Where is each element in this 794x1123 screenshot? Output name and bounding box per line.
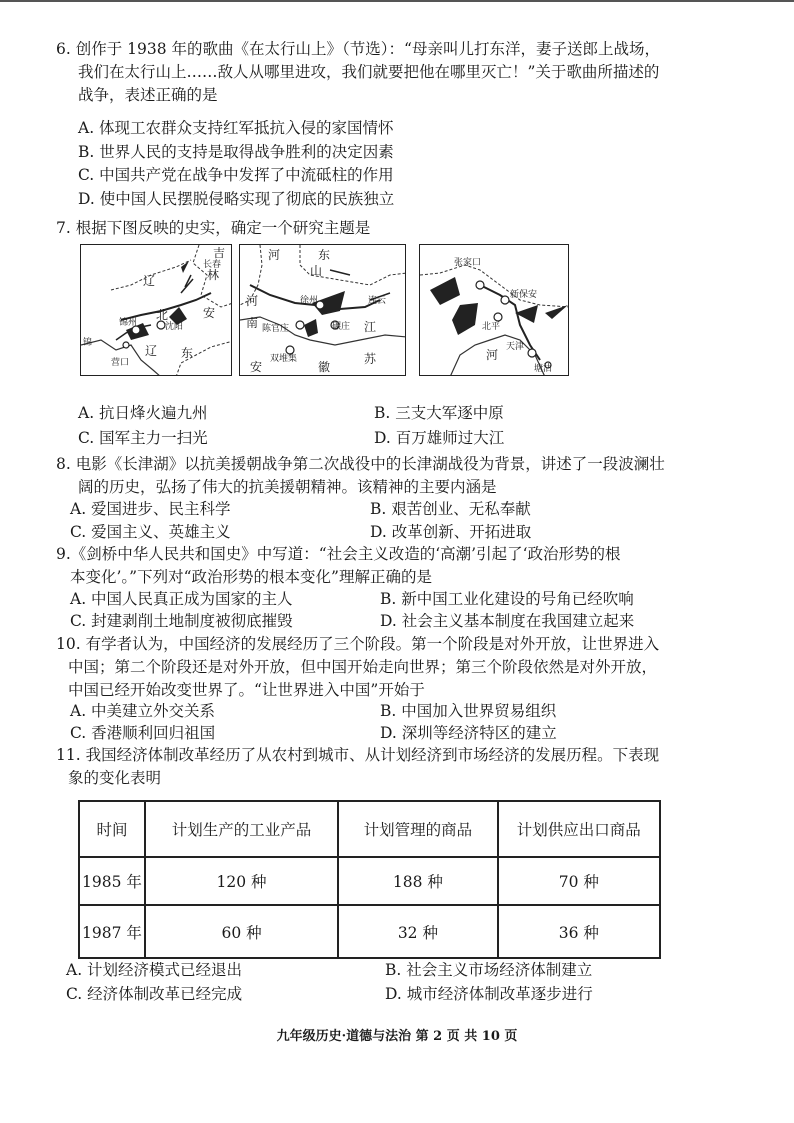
table-cell: 120 种 xyxy=(145,857,338,905)
map-label: 营口 xyxy=(111,358,130,368)
q8-option-b: B. 艰苦创业、无私奉献 xyxy=(370,500,531,518)
map-label: 安 xyxy=(203,306,216,320)
map-label: 南 xyxy=(246,316,259,330)
question-8-stem xyxy=(56,453,665,499)
q6-option-a: A. 体现工农群众支持红军抵抗入侵的家国情怀 xyxy=(78,119,394,137)
question-text-line: 10. 有学者认为，中国经济的发展经历了三个阶段。第一个阶段是对外开放，让世界进入 xyxy=(56,635,660,653)
table-cell: 1985 年 xyxy=(79,857,145,905)
map-label: 河 xyxy=(246,294,259,308)
map-label: 徐州 xyxy=(300,296,319,306)
map-label: 双堆集 xyxy=(270,354,298,364)
table-cell: 32 种 xyxy=(338,905,497,958)
q10-option-a: A. 中美建立外交关系 xyxy=(70,702,216,720)
map-label: 山 xyxy=(310,264,323,278)
q8-option-c: C. 爱国主义、英雄主义 xyxy=(70,523,231,541)
map-label: 吉 xyxy=(213,246,226,260)
q7-option-a: A. 抗日烽火遍九州 xyxy=(78,404,208,422)
map-label: 林 xyxy=(207,268,220,282)
map-label: 北 xyxy=(156,308,169,322)
table-cell: 1987 年 xyxy=(79,905,145,958)
q10-option-c: C. 香港顺利回归祖国 xyxy=(70,724,216,742)
map-label: 苏 xyxy=(364,352,377,366)
table-cell: 70 种 xyxy=(498,857,660,905)
map-label: 塘沽 xyxy=(534,364,553,374)
map-label: 安 xyxy=(250,360,263,374)
question-text-line: 战争，表述正确的是 xyxy=(78,86,218,104)
table-header-cell: 时间 xyxy=(79,801,145,857)
map-label: 天津 xyxy=(506,342,525,352)
question-text-line: 我们在太行山上……敌人从哪里进攻，我们就要把他在哪里灭亡！”关于歌曲所描述的 xyxy=(78,63,660,81)
question-text-line: 9.《剑桥中华人民共和国史》中写道：“社会主义改造的‘高潮’引起了‘政治形势的根 xyxy=(56,545,621,563)
map-label: 锦州 xyxy=(119,318,138,328)
q6-option-d: D. 使中国人民摆脱侵略实现了彻底的民族独立 xyxy=(78,190,395,208)
question-11-stem xyxy=(56,744,659,790)
map-label: 河 xyxy=(486,348,499,362)
question-9-stem xyxy=(56,543,621,589)
map-label: 东 xyxy=(181,346,194,360)
q6-option-b: B. 世界人民的支持是取得战争胜利的决定因素 xyxy=(78,143,394,161)
map-label: 张家口 xyxy=(454,258,482,268)
q7-option-c: C. 国军主力一扫光 xyxy=(78,429,208,447)
map-label: 辽 xyxy=(143,274,156,288)
table-header-cell: 计划供应出口商品 xyxy=(498,801,660,857)
question-text-line: 6. 创作于 1938 年的歌曲《在太行山上》（节选）：“母亲叫儿打东洋，妻子送郎上战场， xyxy=(56,40,660,58)
map-label: 沈阳 xyxy=(165,322,184,332)
question-text-line: 中国已经开始改变世界了。“让世界进入中国”开始于 xyxy=(68,681,425,699)
q9-option-c: C. 封建剥削土地制度被彻底摧毁 xyxy=(70,612,293,630)
q11-data-table xyxy=(78,800,661,959)
map-huaihai-drawing xyxy=(240,245,406,376)
map-huaihai xyxy=(239,244,406,376)
map-label: 辽 xyxy=(145,344,158,358)
question-text-line: 阔的历史，弘扬了伟大的抗美援朝精神。该精神的主要内涵是 xyxy=(78,478,497,496)
q10-option-d: D. 深圳等经济特区的建立 xyxy=(380,724,557,742)
question-text-line: 11. 我国经济体制改革经历了从农村到城市、从计划经济到市场经济的发展历程。下表现 xyxy=(56,746,660,764)
question-7-stem xyxy=(56,217,370,240)
table-row xyxy=(79,905,660,958)
q9-option-d: D. 社会主义基本制度在我国建立起来 xyxy=(380,612,635,630)
table-cell: 36 种 xyxy=(498,905,660,958)
q8-option-a: A. 爱国进步、民主科学 xyxy=(70,500,231,518)
map-label: 江 xyxy=(364,320,377,334)
table-header-row xyxy=(79,801,660,857)
map-pingjin xyxy=(419,244,569,376)
q9-option-b: B. 新中国工业化建设的号角已经吹响 xyxy=(380,590,634,608)
question-text-line: 中国；第二个阶段还是对外开放，但中国开始走向世界；第三个阶段依然是对外开放， xyxy=(68,658,658,676)
map-label: 长春 xyxy=(203,260,222,270)
map-label: 北平 xyxy=(482,322,501,332)
q9-option-a: A. 中国人民真正成为国家的主人 xyxy=(70,590,293,608)
map-label: 徽 xyxy=(318,360,331,374)
map-label: 河 xyxy=(268,248,281,262)
question-text-line: 本变化’。”下列对“政治形势的根本变化”理解正确的是 xyxy=(70,568,432,586)
question-10-stem xyxy=(56,633,659,702)
map-label: 陈官庄 xyxy=(262,324,290,334)
map-label: 新保安 xyxy=(510,290,538,300)
map-label: 东 xyxy=(318,248,331,262)
table-cell: 60 种 xyxy=(145,905,338,958)
map-label: 连云 xyxy=(368,296,387,306)
map-liaoshen xyxy=(80,244,232,376)
table-cell: 188 种 xyxy=(338,857,497,905)
map-label: 碾庄 xyxy=(332,322,351,332)
q11-option-c: C. 经济体制改革已经完成 xyxy=(66,985,243,1003)
q10-option-b: B. 中国加入世界贸易组织 xyxy=(380,702,557,720)
q7-option-d: D. 百万雄师过大江 xyxy=(374,429,505,447)
q7-option-b: B. 三支大军逐中原 xyxy=(374,404,504,422)
q8-option-d: D. 改革创新、开拓进取 xyxy=(370,523,532,541)
table-row xyxy=(79,857,660,905)
q6-option-c: C. 中国共产党在战争中发挥了中流砥柱的作用 xyxy=(78,166,394,184)
q11-option-a: A. 计划经济模式已经退出 xyxy=(66,961,243,979)
question-text-line: 8. 电影《长津湖》以抗美援朝战争第二次战役中的长津湖战役为背景，讲述了一段波澜壮 xyxy=(56,455,665,473)
q11-option-d: D. 城市经济体制改革逐步进行 xyxy=(385,985,593,1003)
q11-option-b: B. 社会主义市场经济体制建立 xyxy=(385,961,593,979)
question-6-stem xyxy=(56,38,660,107)
question-text-line: 象的变化表明 xyxy=(68,769,162,787)
table-header-cell: 计划管理的商品 xyxy=(338,801,497,857)
question-text-line: 7. 根据下图反映的史实，确定一个研究主题是 xyxy=(56,219,371,237)
page-footer: 九年级历史·道德与法治 第 2 页 共 10 页 xyxy=(276,1029,518,1044)
map-label: 锦 xyxy=(83,338,93,348)
top-border-line xyxy=(0,0,794,2)
table-header-cell: 计划生产的工业产品 xyxy=(145,801,338,857)
